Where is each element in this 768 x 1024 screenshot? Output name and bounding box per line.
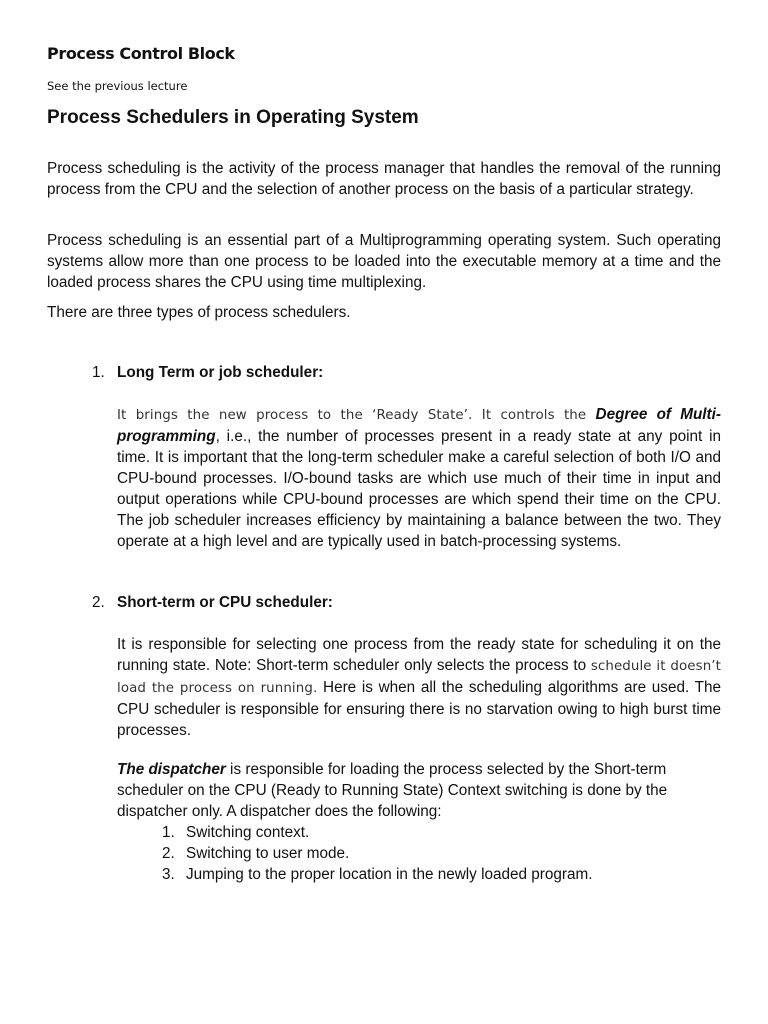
list-number-2: 2. [92,594,105,611]
step-number: 3. [162,866,175,883]
intro-paragraph-3: There are three types of process schedulers. [47,304,351,321]
short-term-text-b: Here is when all the scheduling algorithms are used. The CPU scheduler is responsible for ensuring there is no starvation owing to high burst time processes. [117,679,721,739]
short-term-scheduler-title: Short-term or CPU scheduler: [117,594,333,611]
see-previous-note: See the previous lecture [47,79,188,93]
list-item [162,843,592,864]
long-term-scheduler-description [117,404,721,552]
step-text: Switching to user mode. [186,845,350,862]
step-number: 1. [162,824,175,841]
page-title: Process Schedulers in Operating System [47,107,419,128]
dispatcher-steps-list [162,822,592,885]
long-term-scheduler-title: Long Term or job scheduler: [117,364,324,381]
dispatcher-label: The dispatcher [117,761,226,778]
list-item [162,822,592,843]
intro-paragraph-2: Process scheduling is an essential part of a Multiprogramming operating system. Such operating systems allow more than one process to be loaded into the executable memory at a time and the loaded process shares the CPU using time multiplexing. [47,232,721,291]
list-number-1: 1. [92,364,105,381]
step-text: Switching context. [186,824,310,841]
short-term-scheduler-description [117,634,721,741]
step-text: Jumping to the proper location in the newly loaded program. [186,866,593,883]
section-heading-process-control-block: Process Control Block [47,44,235,63]
short-term-light-text: schedule it doesn’t load the process on running. [117,659,721,696]
long-term-scheduler-detail: , i.e., the number of processes present in a ready state at any point in time. It is important that the long-term scheduler make a careful selection of both I/O and CPU-bound processes. I/O-bound tasks are which use much of their time in input and output operations while CPU-bound processes are which spend their time on the CPU. The job scheduler increases efficiency by maintaining a balance between the two. They operate at a high level and are typically used in batch-processing systems. [117,428,721,550]
ready-state-text: It brings the new process to the ‘Ready State’. It controls the [117,408,596,423]
intro-paragraph-1: Process scheduling is the activity of the process manager that handles the removal of the running process from the CPU and the selection of another process on the basis of a particular strategy. [47,160,721,198]
list-item [162,864,592,885]
step-number: 2. [162,845,175,862]
dispatcher-paragraph [117,759,721,822]
short-term-text-a: It is responsible for selecting one process from the ready state for scheduling it on the running state. Note: Short-term scheduler only selects the process to [117,636,721,674]
degree-multiprogramming-emphasis: Degree of Multi-programming [117,406,721,445]
dispatcher-text: is responsible for loading the process selected by the Short-term scheduler on the CPU (Ready to Running State) Context switching is done by the dispatcher only. A dispatcher does the following: [117,761,668,820]
